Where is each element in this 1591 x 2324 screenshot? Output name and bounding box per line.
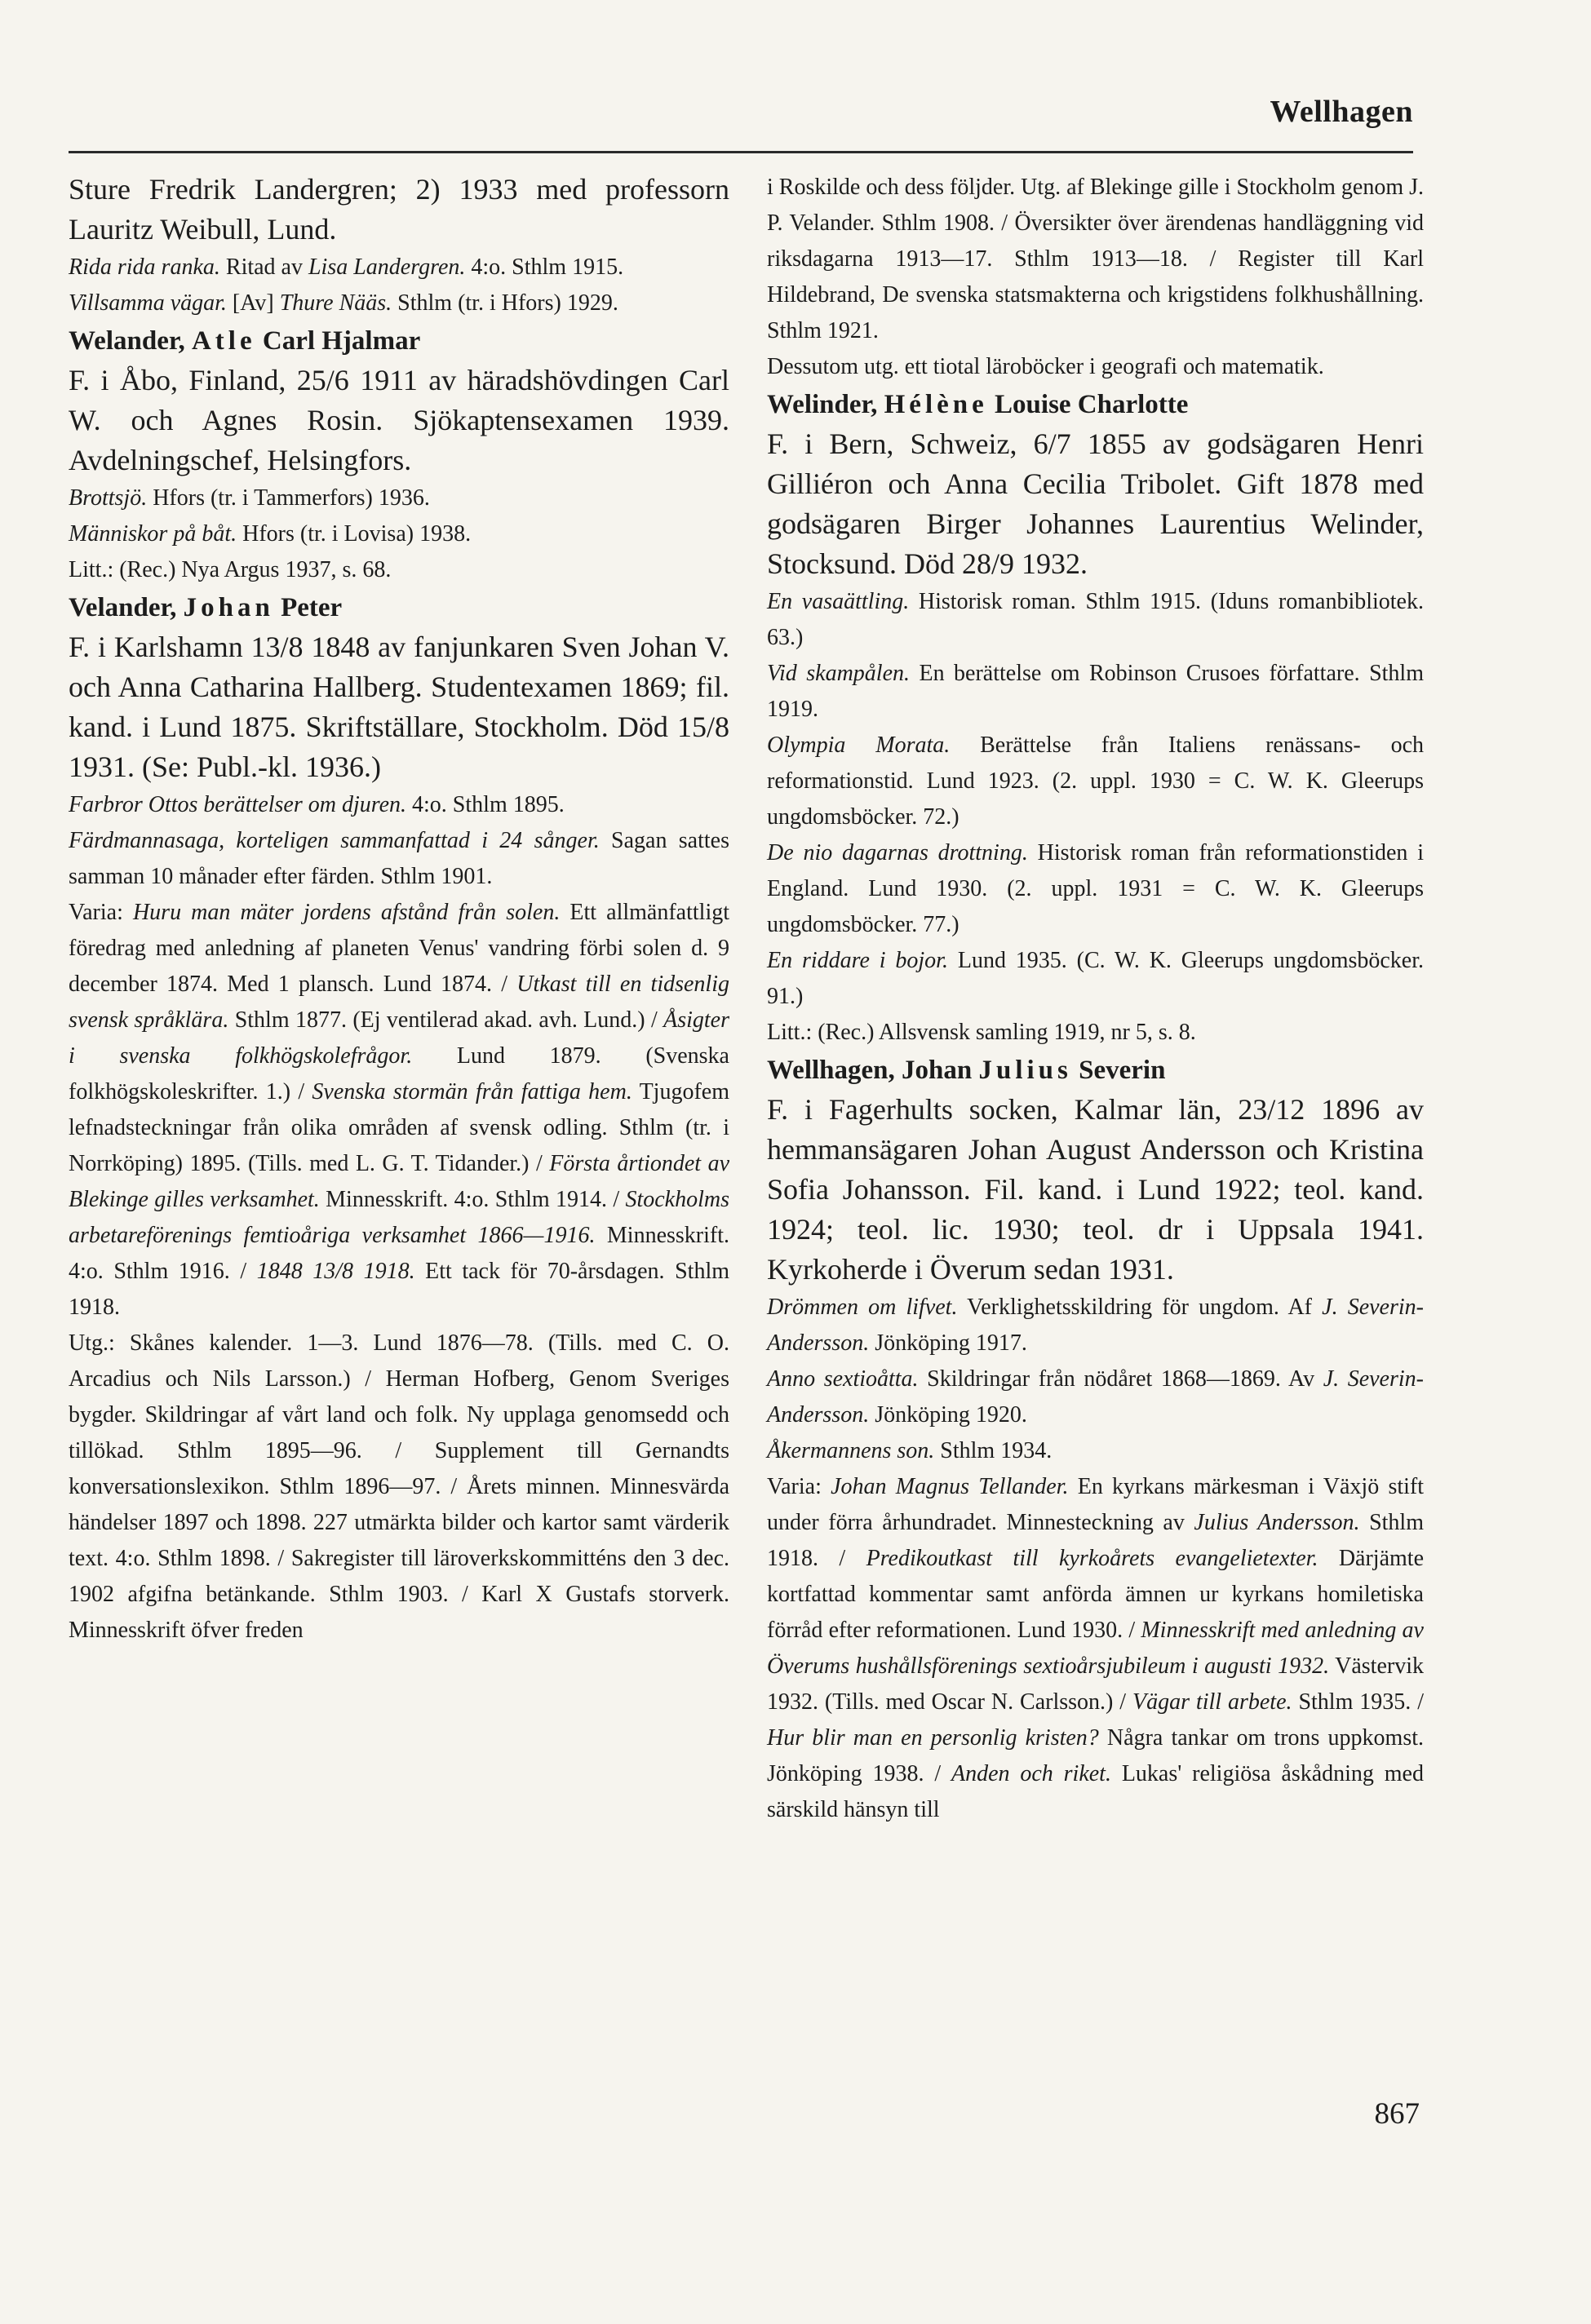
bibliography-item: Farbror Ottos berättelser om djuren. 4:o. Sthlm 1895.	[69, 792, 565, 817]
edited-works: Utg.: Skånes kalender. 1—3. Lund 1876—78. (Tills. med C. O. Arcadius och Nils Larsson.) / Herman Hofberg, Genom Sveriges bygder. Skildringar af vårt land och folk. Ny upplaga genomsedd och tillökad. Sthlm 1895—96. / Supplement till Gernandts konversationslexikon. Sthlm 1896—97. / Årets minnen. Minnesvärda händelser 1897 och 1898. 227 utmärkta bilder och kartor samt värderik text. 4:o. Sthlm 1898. / Sakregister till läroverkskommitténs den 3 dec. 1902 afgifna betänkande. Sthlm 1903. / Karl X Gustafs storverk. Minnesskrift öfver freden	[69, 1330, 729, 1643]
biography-text: F. i Bern, Schweiz, 6/7 1855 av godsägaren Henri Gilliéron och Anna Cecilia Tribolet. Gift 1878 med godsägaren Birger Johannes Laurentius Welinder, Stocksund. Död 28/9 1932.	[767, 427, 1424, 580]
right-column	[767, 170, 1424, 1828]
bibliography-item: Olympia Morata. Berättelse från Italiens renässans- och reformationstid. Lund 1923. (2. uppl. 1930 = C. W. K. Gleerups ungdomsböcker. 72.)	[767, 733, 1424, 830]
entry-continuation: Sture Fredrik Landergren; 2) 1933 med professorn Lauritz Weibull, Lund.	[69, 173, 729, 246]
entry-heading-welinder: Welinder, Hélène Louise Charlotte	[767, 390, 1189, 419]
entry-heading-welander: Welander, Atle Carl Hjalmar	[69, 326, 421, 356]
bibliography-item: De nio dagarnas drottning. Historisk roman från reformationstiden i England. Lund 1930. (2. uppl. 1931 = C. W. K. Gleerups ungdomsböcker. 77.)	[767, 840, 1424, 937]
bibliography-item: Åkermannens son. Sthlm 1934.	[767, 1438, 1053, 1463]
literature-note: Litt.: (Rec.) Nya Argus 1937, s. 68.	[69, 557, 392, 582]
bibliography-item: Villsamma vägar. [Av] Thure Nääs. Sthlm (tr. i Hfors) 1929.	[69, 290, 618, 316]
literature-note: Litt.: (Rec.) Allsvensk samling 1919, nr 5, s. 8.	[767, 1020, 1196, 1045]
entry-heading-wellhagen: Wellhagen, Johan Julius Severin	[767, 1056, 1166, 1085]
page-number: 867	[1374, 2097, 1420, 2131]
edited-works-continuation: i Roskilde och dess följder. Utg. af Blekinge gille i Stockholm genom J. P. Velander. Sthlm 1908. / Översikter över ärendenas handläggning vid riksdagarna 1913—17. Sthlm 1913—18. / Register till Karl Hildebrand, De svenska statsmakterna och krigstidens folkhushållning. Sthlm 1921.	[767, 175, 1424, 343]
entry-heading-velander: Velander, Johan Peter	[69, 593, 343, 622]
additional-note: Dessutom utg. ett tiotal läroböcker i geografi och matematik.	[767, 354, 1324, 379]
bibliography-item: Drömmen om lifvet. Verklighetsskildring för ungdom. Af J. Severin-Andersson. Jönköping 1917.	[767, 1295, 1424, 1356]
biography-text: F. i Fagerhults socken, Kalmar län, 23/12 1896 av hemmansägaren Johan August Andersson och Kristina Sofia Johansson. Fil. kand. i Lund 1922; teol. kand. 1924; teol. lic. 1930; teol. dr i Uppsala 1941. Kyrkoherde i Överum sedan 1931.	[767, 1093, 1424, 1286]
varia-list: Varia: Huru man mäter jordens afstånd från solen. Ett allmänfattligt föredrag med anledning af planeten Venus' vandring förbi solen d. 9 december 1874. Med 1 plansch. Lund 1874. / Utkast till en tidsenlig svensk språklära. Sthlm 1877. (Ej ventilerad akad. avh. Lund.) / Åsigter i svenska folkhögskolefrågor. Lund 1879. (Svenska folkhögskoleskrifter. 1.) / Svenska stormän från fattiga hem. Tjugofem lefnadsteckningar från olika områden af svensk odling. Sthlm (tr. i Norrköping) 1895. (Tills. med L. G. T. Tidander.) / Första årtiondet av Blekinge gilles verksamhet. Minnesskrift. 4:o. Sthlm 1914. / Stockholms arbetareförenings femtioåriga verksamhet 1866—1916. Minnesskrift. 4:o. Sthlm 1916. / 1848 13/8 1918. Ett tack för 70-årsdagen. Sthlm 1918.	[69, 900, 730, 1320]
varia-list: Varia: Johan Magnus Tellander. En kyrkans märkesman i Växjö stift under förra århundradet. Minnesteckning av Julius Andersson. Sthlm 1918. / Predikoutkast till kyrkoårets evangelietexter. Därjämte kortfattad kommentar samt anförda ämnen ur kyrkans homiletiska förråd efter reformationen. Lund 1930. / Minnesskrift med anledning av Överums hushållsförenings sextioårsjubileum i augusti 1932. Västervik 1932. (Tills. med Oscar N. Carlsson.) / Vägar till arbete. Sthlm 1935. / Hur blir man en personlig kristen? Några tankar om trons uppkomst. Jönköping 1938. / Anden och riket. Lukas' religiösa åskådning med särskild hänsyn till	[767, 1474, 1425, 1822]
header-rule	[69, 151, 1413, 153]
running-head: Wellhagen	[1270, 95, 1413, 129]
bibliography-item: Brottsjö. Hfors (tr. i Tammerfors) 1936.	[69, 485, 430, 511]
biography-text: F. i Karlshamn 13/8 1848 av fanjunkaren Sven Johan V. och Anna Catharina Hallberg. Studentexamen 1869; fil. kand. i Lund 1875. Skriftställare, Stockholm. Död 15/8 1931. (Se: Publ.-kl. 1936.)	[69, 631, 729, 783]
bibliography-item: Människor på båt. Hfors (tr. i Lovisa) 1938.	[69, 521, 472, 547]
bibliography-item: En riddare i bojor. Lund 1935. (C. W. K. Gleerups ungdomsböcker. 91.)	[767, 948, 1425, 1009]
bibliography-item: Rida rida ranka. Ritad av Lisa Landergren. 4:o. Sthlm 1915.	[69, 255, 624, 280]
bibliography-item: Vid skampålen. En berättelse om Robinson Crusoes författare. Sthlm 1919.	[767, 661, 1424, 722]
bibliography-item: Färdmannasaga, korteligen sammanfattad i 24 sånger. Sagan sattes samman 10 månader efter färden. Sthlm 1901.	[69, 828, 729, 889]
biography-text: F. i Åbo, Finland, 25/6 1911 av häradshövdingen Carl W. och Agnes Rosin. Sjökaptensexamen 1939. Avdelningschef, Helsingfors.	[69, 364, 729, 476]
bibliography-item: En vasaättling. Historisk roman. Sthlm 1915. (Iduns romanbibliotek. 63.)	[767, 589, 1424, 650]
bibliography-item: Anno sextioåtta. Skildringar från nödåret 1868—1869. Av J. Severin-Andersson. Jönköping 1920.	[767, 1366, 1424, 1428]
left-column	[69, 170, 729, 1649]
